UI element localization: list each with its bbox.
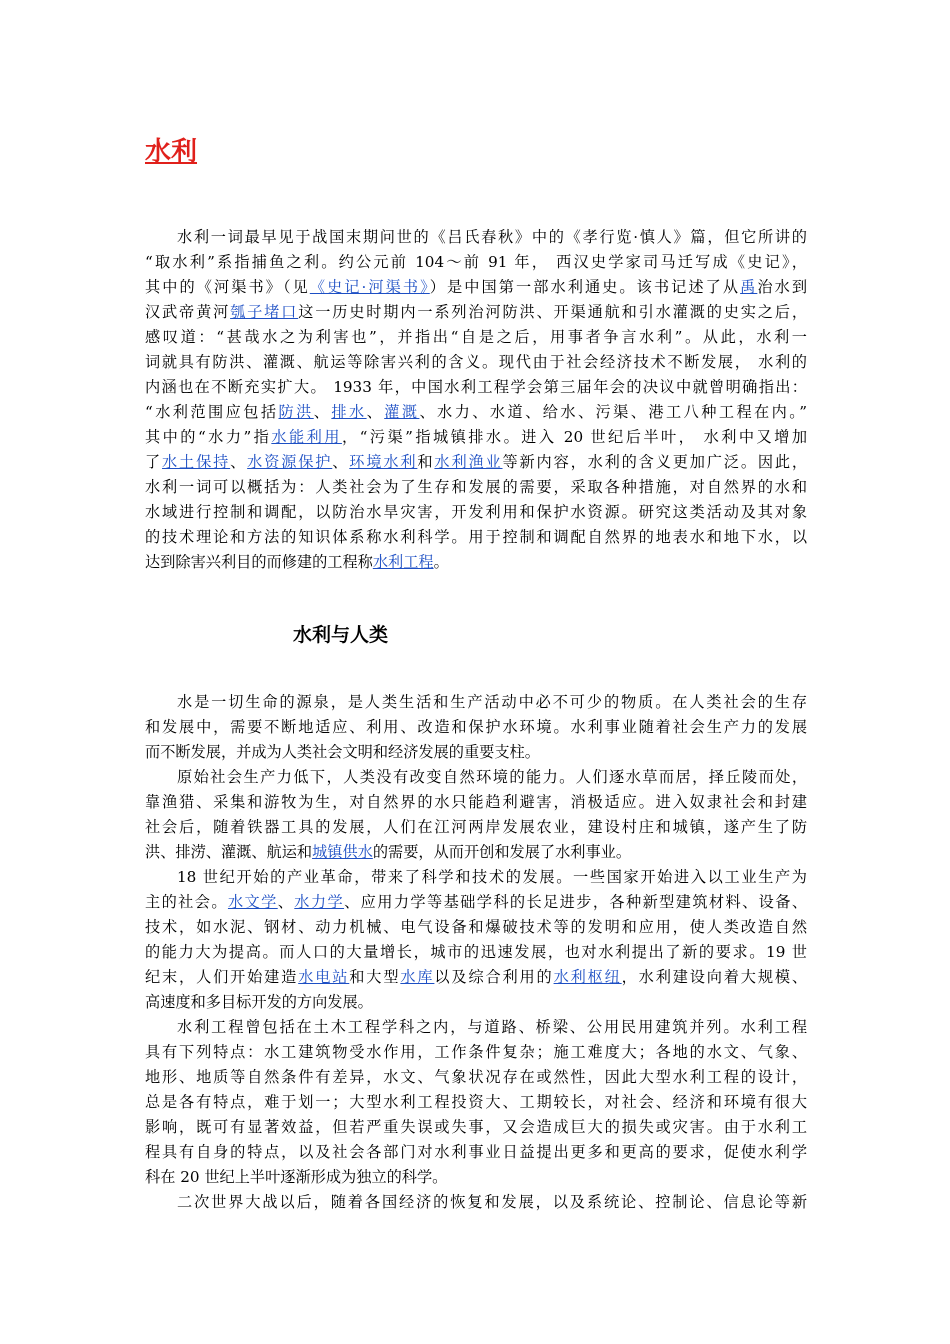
hyperlink[interactable]: 水资源保护 xyxy=(247,453,333,471)
hyperlink[interactable]: 水利工程 xyxy=(372,553,434,571)
text-line xyxy=(145,740,807,765)
text-line xyxy=(145,1065,807,1090)
text-line xyxy=(145,225,807,250)
text-line xyxy=(145,915,807,940)
hyperlink[interactable]: 环境水利 xyxy=(349,453,418,471)
hyperlink[interactable]: 防洪 xyxy=(278,403,314,421)
text-line xyxy=(145,940,807,965)
text-run: 其中的“水力”指 xyxy=(145,428,272,446)
text-line xyxy=(145,990,807,1015)
text-run: ，“污渠”指城镇排水。进入 20 世纪后半叶， 水利中又增加 xyxy=(341,428,807,446)
text-run: “水利范围应包括 xyxy=(145,403,279,421)
text-line xyxy=(145,525,807,550)
hyperlink[interactable]: 水利渔业 xyxy=(434,453,503,471)
hyperlink[interactable]: 排水 xyxy=(331,403,367,421)
text-run: 其中的《河渠书》（见 xyxy=(145,278,310,296)
hyperlink[interactable]: 禹 xyxy=(740,278,758,296)
text-run: 具有下列特点：水工建筑物受水作用，工作条件复杂；施工难度大；各地的水文、气象、 xyxy=(145,1043,807,1061)
text-run: 靠渔猎、采集和游牧为生，对自然界的水只能趋利避害，消极适应。进入奴隶社会和封建 xyxy=(145,793,807,811)
text-run: 和发展中，需要不断地适应、利用、改造和保护水环境。水利事业随着社会生产力的发展 xyxy=(145,718,807,736)
hyperlink[interactable]: 灌溉 xyxy=(384,403,420,421)
text-run: 技术，如水泥、钢材、动力机械、电气设备和爆破技术等的发明和应用，使人类改造自然 xyxy=(145,918,807,936)
document-title: 水利 xyxy=(145,137,198,167)
text-run: 社会后，随着铁器工具的发展，人们在江河两岸发展农业，建设村庄和城镇，遂产生了防 xyxy=(145,818,807,836)
text-run: 了 xyxy=(145,453,163,471)
text-run: 、 xyxy=(332,453,350,471)
hyperlink[interactable]: 《史记·河渠书》 xyxy=(309,278,430,296)
text-run: 、 xyxy=(313,403,332,421)
text-run: 词就具有防洪、灌溉、航运等除害兴利的含义。现代由于社会经济技术不断发展， 水利的 xyxy=(145,353,807,371)
text-run: 感叹道：“甚哉水之为利害也”，并指出“自是之后，用事者争言水利”。从此，水利一 xyxy=(145,328,807,346)
text-run: 水是一切生命的源泉，是人类生活和生产活动中必不可少的物质。在人类社会的生存 xyxy=(177,693,807,711)
text-line xyxy=(145,1190,807,1215)
text-run: 水利一词可以概括为：人类社会为了生存和发展的需要，采取各种措施，对自然界的水和 xyxy=(145,478,807,496)
text-run: 纪末，人们开始建造 xyxy=(145,968,299,986)
hyperlink[interactable]: 水文学 xyxy=(227,893,278,911)
text-run: 以及综合利用的 xyxy=(434,968,554,986)
text-run: 地形、地质等自然条件有差异，水文、气象状况存在或然性，因此大型水利工程的设计， xyxy=(145,1068,807,1086)
text-run: 科在 20 世纪上半叶逐渐形成为独立的科学。 xyxy=(145,1168,448,1186)
text-line xyxy=(145,1165,807,1190)
text-run: 水利一词最早见于战国末期问世的《吕氏春秋》中的《孝行览·慎人》篇，但它所讲的 xyxy=(177,228,807,246)
text-line xyxy=(145,300,807,325)
text-run: 汉武帝黄河 xyxy=(145,303,231,321)
hyperlink[interactable]: 瓠子堵口 xyxy=(230,303,299,321)
text-line xyxy=(145,325,807,350)
text-run: 的需要，从而开创和发展了水利事业。 xyxy=(372,843,631,861)
text-run: 主的社会。 xyxy=(145,893,228,911)
text-run: 这一历史时期内一系列治河防洪、开渠通航和引水灌溉的史实之后， xyxy=(298,303,807,321)
text-line xyxy=(145,450,807,475)
text-run: 和大型 xyxy=(349,968,401,986)
text-line xyxy=(145,425,807,450)
text-run: ，水利建设向着大规模、 xyxy=(621,968,807,986)
text-line xyxy=(145,715,807,740)
text-line xyxy=(145,500,807,525)
text-line xyxy=(145,475,807,500)
text-run: 、 xyxy=(230,453,248,471)
intro-paragraph xyxy=(145,225,807,575)
text-line xyxy=(145,375,807,400)
hyperlink[interactable]: 城镇供水 xyxy=(312,843,373,861)
text-run: 的能力大为提高。而人口的大量增长，城市的迅速发展，也对水利提出了新的要求。19 世 xyxy=(145,943,807,961)
text-run: 原始社会生产力低下，人类没有改变自然环境的能力。人们逐水草而居，择丘陵而处， xyxy=(177,768,807,786)
text-run: 而不断发展，并成为人类社会文明和经济发展的重要支柱。 xyxy=(145,743,540,761)
text-run: 内涵也在不断充实扩大。 1933 年，中国水利工程学会第三届年会的决议中就曾明确指出： xyxy=(145,378,807,396)
text-line xyxy=(145,890,807,915)
text-run: 。 xyxy=(433,553,449,571)
text-line xyxy=(145,840,807,865)
text-line xyxy=(145,400,807,425)
text-line xyxy=(145,815,807,840)
hyperlink[interactable]: 水土保持 xyxy=(162,453,231,471)
hyperlink[interactable]: 水力学 xyxy=(294,893,345,911)
text-line xyxy=(145,765,807,790)
text-run: 影响，既可有显著效益，但若严重失误或失事，又会造成巨大的损失或灾害。由于水利工 xyxy=(145,1118,807,1136)
hyperlink[interactable]: 水能利用 xyxy=(271,428,342,446)
text-run: 18 世纪开始的产业革命，带来了科学和技术的发展。一些国家开始进入以工业生产为 xyxy=(177,868,807,886)
text-run: ）是中国第一部水利通史。该书记述了从 xyxy=(429,278,741,296)
text-run: 、水力、水道、给水、污渠、港工八种工程在内。” xyxy=(419,403,807,421)
hyperlink[interactable]: 水库 xyxy=(400,968,435,986)
text-line xyxy=(145,1090,807,1115)
hyperlink[interactable]: 水利枢纽 xyxy=(553,968,622,986)
text-run: 等新内容，水利的含义更加广泛。因此， xyxy=(502,453,807,471)
text-run: 治水到 xyxy=(757,278,807,296)
text-line xyxy=(145,550,807,575)
text-line xyxy=(145,1040,807,1065)
text-line xyxy=(145,250,807,275)
text-run: 洪、排涝、灌溉、航运和 xyxy=(145,843,313,861)
text-run: “取水利”系指捕鱼之利。约公元前 104～前 91 年， 西汉史学家司马迁写成《史记》， xyxy=(145,253,807,271)
text-line xyxy=(145,275,807,300)
section-heading: 水利与人类 xyxy=(293,624,389,646)
text-line xyxy=(145,690,807,715)
section-body xyxy=(145,690,807,1215)
text-run: 的技术理论和方法的知识体系称水利科学。用于控制和调配自然界的地表水和地下水，以 xyxy=(145,528,807,546)
text-line xyxy=(145,1015,807,1040)
text-run: 、应用力学等基础学科的长足进步，各种新型建筑材料、设备、 xyxy=(344,893,807,911)
text-run: 二次世界大战以后，随着各国经济的恢复和发展，以及系统论、控制论、信息论等新 xyxy=(177,1193,807,1211)
text-run: 高速度和多目标开发的方向发展。 xyxy=(145,993,373,1011)
text-line xyxy=(145,1115,807,1140)
text-run: 水域进行控制和调配，以防治水旱灾害，开发利用和保护水资源。研究这类活动及其对象 xyxy=(145,503,807,521)
text-run: 、 xyxy=(277,893,295,911)
text-line xyxy=(145,790,807,815)
text-run: 和 xyxy=(417,453,435,471)
text-run: 总是各有特点，难于划一；大型水利工程投资大、工期较长，对社会、经济和环境有很大 xyxy=(145,1093,807,1111)
text-line xyxy=(145,965,807,990)
text-run: 水利工程曾包括在土木工程学科之内，与道路、桥梁、公用民用建筑并列。水利工程 xyxy=(177,1018,807,1036)
text-line xyxy=(145,865,807,890)
text-run: 达到除害兴利目的而修建的工程称 xyxy=(145,553,373,571)
text-line xyxy=(145,1140,807,1165)
text-run: 、 xyxy=(366,403,385,421)
hyperlink[interactable]: 水电站 xyxy=(298,968,350,986)
text-run: 程具有自身的特点，以及社会各部门对水利事业日益提出更多和更高的要求，促使水利学 xyxy=(145,1143,807,1161)
text-line xyxy=(145,350,807,375)
